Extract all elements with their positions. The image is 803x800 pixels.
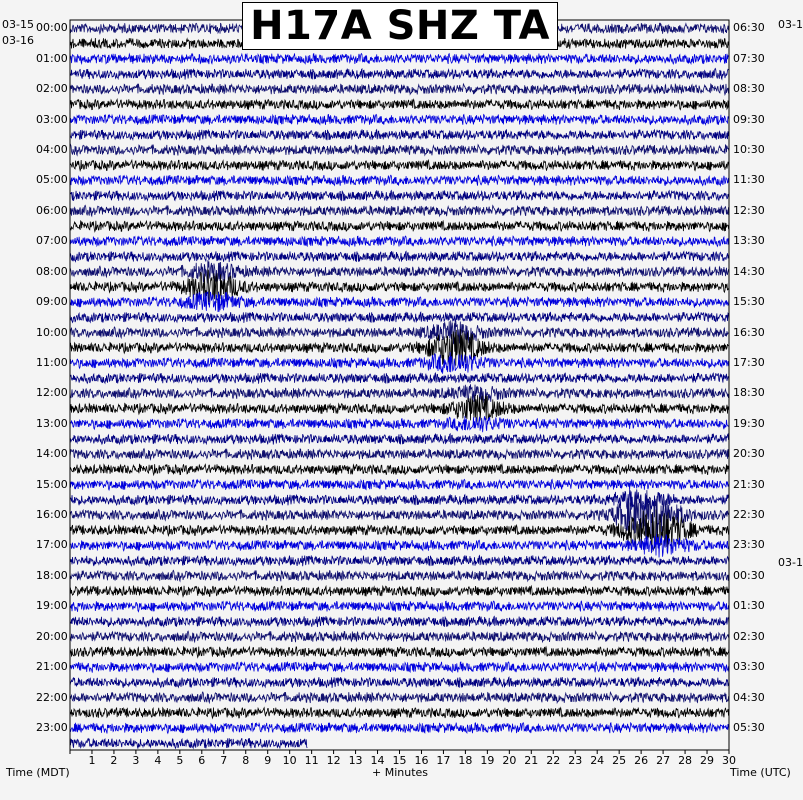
- right-time-label: 11:30: [733, 173, 765, 187]
- seismic-trace: [70, 738, 307, 748]
- seismic-trace: [70, 190, 729, 201]
- date-label-day: 03-16: [2, 34, 34, 47]
- x-tick-label: 2: [110, 754, 118, 767]
- right-axis-label: Time (UTC): [730, 766, 791, 779]
- seismic-trace: [70, 586, 729, 597]
- right-time-label: 07:30: [733, 51, 765, 65]
- x-tick-label: 15: [392, 754, 407, 767]
- seismic-trace: [70, 251, 729, 262]
- x-tick-label: 9: [264, 754, 272, 767]
- seismic-trace: [70, 145, 729, 156]
- seismic-traces: [70, 23, 729, 749]
- left-time-label: 07:00: [36, 234, 68, 248]
- seismic-trace: [70, 260, 729, 283]
- x-tick-label: 18: [458, 754, 473, 767]
- left-time-label: 11:00: [36, 355, 68, 369]
- left-time-label: 06:00: [36, 203, 68, 217]
- x-tick-label: 14: [370, 754, 385, 767]
- right-time-label: 22:30: [733, 508, 765, 522]
- seismic-trace: [70, 692, 729, 703]
- seismic-trace: [70, 662, 729, 673]
- right-time-label: 19:30: [733, 416, 765, 430]
- x-tick-label: 17: [436, 754, 451, 767]
- x-tick-label: 4: [154, 754, 162, 767]
- right-time-label: 03:30: [733, 660, 765, 674]
- seismic-trace: [70, 236, 729, 247]
- left-time-label: 22:00: [36, 690, 68, 704]
- seismic-trace: [70, 416, 729, 432]
- right-time-label: 01:30: [733, 599, 765, 613]
- seismic-trace: [70, 68, 729, 79]
- right-time-label: 20:30: [733, 447, 765, 461]
- left-time-label: 05:00: [36, 173, 68, 187]
- seismic-trace: [70, 384, 729, 402]
- left-time-label: 00:00: [36, 21, 68, 35]
- x-tick-label: 22: [546, 754, 561, 767]
- left-time-label: 15:00: [36, 477, 68, 491]
- seismic-trace: [70, 395, 729, 422]
- x-tick-label: 27: [656, 754, 671, 767]
- x-tick-label: 10: [282, 754, 297, 767]
- seismic-trace: [70, 601, 729, 612]
- seismic-trace: [70, 434, 729, 445]
- left-time-label: 02:00: [36, 82, 68, 96]
- right-time-label: 23:30: [733, 538, 765, 552]
- seismic-trace: [70, 53, 729, 64]
- seismic-trace: [70, 221, 729, 232]
- seismic-trace: [70, 160, 729, 171]
- right-time-label: 15:30: [733, 295, 765, 309]
- left-time-label: 14:00: [36, 447, 68, 461]
- left-time-label: 10:00: [36, 325, 68, 339]
- right-time-label: 21:30: [733, 477, 765, 491]
- left-time-label: 17:00: [36, 538, 68, 552]
- x-tick-label: 21: [524, 754, 539, 767]
- right-time-label: 02:30: [733, 629, 765, 643]
- x-tick-label: 23: [568, 754, 583, 767]
- x-tick-label: 12: [326, 754, 341, 767]
- left-time-label: 12:00: [36, 386, 68, 400]
- x-tick-label: 16: [414, 754, 429, 767]
- x-tick-label: 8: [242, 754, 250, 767]
- right-time-label: 04:30: [733, 690, 765, 704]
- seismic-trace: [70, 129, 729, 140]
- left-time-label: 23:00: [36, 720, 68, 734]
- seismic-trace: [70, 464, 729, 475]
- x-tick-label: 1: [88, 754, 96, 767]
- left-time-label: 01:00: [36, 51, 68, 65]
- right-time-label: 08:30: [733, 82, 765, 96]
- seismic-trace: [70, 616, 729, 627]
- left-time-label: 18:00: [36, 568, 68, 582]
- right-time-label: 09:30: [733, 112, 765, 126]
- seismic-trace: [70, 292, 729, 312]
- chart-title: H17A SHZ TA: [242, 2, 558, 50]
- right-time-label: 17:30: [733, 355, 765, 369]
- left-time-label: 08:00: [36, 264, 68, 278]
- left-time-label: 04:00: [36, 143, 68, 157]
- right-time-label: 18:30: [733, 386, 765, 400]
- x-tick-label: 6: [198, 754, 206, 767]
- seismic-trace: [70, 312, 729, 323]
- x-tick-label: 30: [722, 754, 736, 767]
- date-label-right-top: 03-1: [778, 18, 803, 31]
- left-time-label: 03:00: [36, 112, 68, 126]
- left-time-label: 20:00: [36, 629, 68, 643]
- x-tick-label: 24: [590, 754, 605, 767]
- right-time-label: 12:30: [733, 203, 765, 217]
- x-tick-label: 7: [220, 754, 228, 767]
- right-time-label: 06:30: [733, 21, 765, 35]
- date-label-right-mid: 03-1: [778, 556, 803, 569]
- right-time-label: 05:30: [733, 720, 765, 734]
- seismic-trace: [70, 449, 729, 460]
- seismic-trace: [70, 99, 729, 110]
- x-tick-label: 29: [700, 754, 715, 767]
- seismic-trace: [70, 175, 729, 186]
- seismic-trace: [70, 707, 729, 718]
- left-time-label: 21:00: [36, 660, 68, 674]
- plot-frame: [70, 20, 729, 750]
- seismic-trace: [70, 114, 729, 125]
- seismic-trace: [70, 352, 729, 374]
- x-tick-label: 26: [634, 754, 649, 767]
- x-tick-label: 11: [304, 754, 319, 767]
- x-tick-label: 28: [678, 754, 693, 767]
- right-time-label: 00:30: [733, 568, 765, 582]
- right-time-label: 10:30: [733, 143, 765, 157]
- seismic-trace: [70, 631, 729, 642]
- x-tick-label: 25: [612, 754, 627, 767]
- seismic-trace: [70, 570, 729, 581]
- seismic-trace: [70, 647, 729, 658]
- x-tick-label: 13: [348, 754, 363, 767]
- x-tick-label: 5: [176, 754, 184, 767]
- x-axis-label: + Minutes: [372, 766, 429, 779]
- seismic-trace: [70, 84, 729, 95]
- seismic-trace: [70, 205, 729, 216]
- seismic-trace: [70, 677, 729, 688]
- x-tick-label: 20: [502, 754, 517, 767]
- seismic-trace: [70, 479, 729, 490]
- date-label-prev-day: 03-15: [2, 18, 34, 31]
- x-tick-label: 19: [480, 754, 495, 767]
- x-tick-label: 3: [132, 754, 140, 767]
- right-time-label: 16:30: [733, 325, 765, 339]
- seismic-trace: [70, 320, 729, 344]
- right-time-label: 14:30: [733, 264, 765, 278]
- seismic-trace: [70, 555, 729, 566]
- left-time-label: 13:00: [36, 416, 68, 430]
- left-time-label: 09:00: [36, 295, 68, 309]
- left-axis-label: Time (MDT): [6, 766, 70, 779]
- seismic-trace: [70, 373, 729, 384]
- right-time-label: 13:30: [733, 234, 765, 248]
- left-time-label: 16:00: [36, 508, 68, 522]
- left-time-label: 19:00: [36, 599, 68, 613]
- seismic-trace: [70, 723, 729, 734]
